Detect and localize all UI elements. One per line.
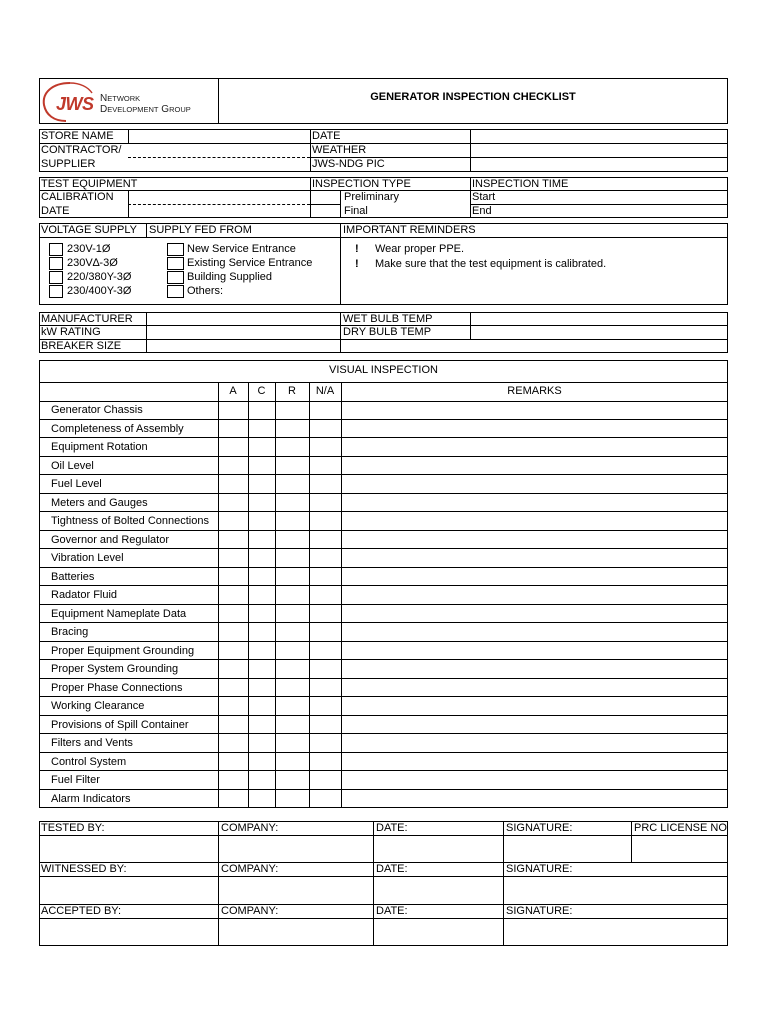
check-a-cell[interactable] [219, 457, 248, 475]
remarks-cell[interactable] [342, 605, 727, 623]
manufacturer-label: MANUFACTURER [41, 313, 133, 325]
pic-field[interactable] [471, 158, 727, 171]
preliminary-checkbox[interactable] [311, 191, 339, 203]
check-r-cell[interactable] [276, 605, 309, 623]
supply-fed-checkbox[interactable] [167, 285, 184, 298]
visual-inspection-title: VISUAL INSPECTION [328, 364, 438, 376]
calibration-label: CALIBRATION [41, 191, 114, 203]
remarks-cell[interactable] [342, 660, 727, 678]
check-na-cell[interactable] [310, 697, 341, 715]
check-c-cell[interactable] [249, 438, 275, 456]
check-na-cell[interactable] [310, 549, 341, 567]
check-r-cell[interactable] [276, 790, 309, 808]
inspection-item-label: Proper System Grounding [51, 663, 179, 675]
supply-fed-label: SUPPLY FED FROM [149, 224, 252, 236]
start-label: Start [472, 191, 496, 203]
inspection-item-label: Proper Equipment Grounding [51, 644, 195, 657]
table-row [39, 642, 728, 661]
voltage-checkbox[interactable] [49, 285, 63, 298]
check-c-cell[interactable] [249, 771, 275, 789]
table-row [39, 734, 728, 753]
inspection-item-label: Alarm Indicators [51, 792, 131, 805]
check-a-cell[interactable] [219, 512, 248, 530]
supplier-label: SUPPLIER [41, 158, 96, 170]
check-na-cell[interactable] [310, 457, 341, 475]
end-label: End [472, 205, 492, 217]
remarks-cell[interactable] [342, 623, 727, 641]
voltage-supply-label: VOLTAGE SUPPLY [41, 224, 137, 236]
tested-date-label: DATE: [376, 822, 408, 834]
table-row [39, 790, 728, 809]
supply-fed-checkbox[interactable] [167, 243, 184, 256]
check-c-cell[interactable] [249, 475, 275, 493]
tested-by-label: TESTED BY: [41, 822, 105, 834]
remarks-cell[interactable] [342, 494, 727, 512]
voltage-option-2[interactable] [49, 257, 145, 271]
witnessed-company-field[interactable] [219, 877, 372, 903]
inspection-item-label: Bracing [51, 626, 89, 638]
accepted-company-field[interactable] [219, 919, 372, 945]
dry-bulb-label: DRY BULB TEMP [343, 326, 432, 338]
remarks-cell[interactable] [342, 697, 727, 715]
weather-label: WEATHER [312, 144, 367, 156]
inspection-item-label: Governor and Regulator [51, 533, 170, 546]
check-r-cell[interactable] [276, 549, 309, 567]
inspection-item-label: Equipment Rotation [51, 441, 148, 453]
check-r-cell[interactable] [276, 420, 309, 438]
table-row [39, 401, 728, 420]
test-equipment-label: TEST EQUIPMENT [41, 178, 138, 190]
remarks-cell[interactable] [342, 549, 727, 567]
remarks-cell[interactable] [342, 679, 727, 697]
col-a-header: A [229, 385, 237, 397]
check-r-cell[interactable] [276, 457, 309, 475]
test-col-line-d [470, 177, 471, 218]
check-r-cell[interactable] [276, 475, 309, 493]
check-r-cell[interactable] [276, 494, 309, 512]
check-na-cell[interactable] [310, 679, 341, 697]
table-row [39, 549, 728, 568]
manufacturer-field[interactable] [147, 313, 339, 324]
check-c-cell[interactable] [249, 457, 275, 475]
remarks-cell[interactable] [342, 586, 727, 604]
check-na-cell[interactable] [310, 753, 341, 771]
col-na-header: N/A [315, 385, 335, 397]
check-a-cell[interactable] [219, 771, 248, 789]
final-checkbox[interactable] [311, 205, 339, 217]
dry-bulb-field[interactable] [471, 326, 727, 338]
remarks-cell[interactable] [342, 475, 727, 493]
reminder-text: Make sure that the test equipment is calibrated. [375, 258, 607, 270]
check-r-cell[interactable] [276, 531, 309, 549]
table-row [39, 660, 728, 679]
remarks-cell[interactable] [342, 790, 727, 808]
check-r-cell[interactable] [276, 512, 309, 530]
check-c-cell[interactable] [249, 753, 275, 771]
test-row-line-2 [470, 204, 728, 205]
table-row [39, 586, 728, 605]
check-na-cell[interactable] [310, 734, 341, 752]
inspection-type-label: INSPECTION TYPE [312, 178, 411, 190]
check-na-cell[interactable] [310, 716, 341, 734]
check-r-cell[interactable] [276, 623, 309, 641]
voltage-checkbox[interactable] [49, 271, 63, 284]
check-c-cell[interactable] [249, 790, 275, 808]
test-equipment-field[interactable] [129, 191, 309, 217]
witnessed-signature-label: SIGNATURE: [506, 863, 573, 875]
contractor-label: CONTRACTOR/ [41, 144, 122, 156]
accepted-by-label: ACCEPTED BY: [41, 905, 122, 917]
remarks-cell[interactable] [342, 642, 727, 660]
check-na-cell[interactable] [310, 660, 341, 678]
supply-fed-option-1[interactable] [167, 243, 337, 257]
check-na-cell[interactable] [310, 494, 341, 512]
col-r-header: R [288, 385, 296, 397]
contractor-field[interactable] [129, 144, 309, 171]
inspection-item-label: Equipment Nameplate Data [51, 607, 187, 620]
check-na-cell[interactable] [310, 605, 341, 623]
check-a-cell[interactable] [219, 401, 248, 419]
voltage-option-3[interactable] [49, 271, 145, 285]
check-a-cell[interactable] [219, 531, 248, 549]
check-a-cell[interactable] [219, 790, 248, 808]
inspection-item-label: Tightness of Bolted Connections [51, 515, 209, 527]
check-a-cell[interactable] [219, 679, 248, 697]
check-na-cell[interactable] [310, 475, 341, 493]
check-c-cell[interactable] [249, 494, 275, 512]
check-r-cell[interactable] [276, 438, 309, 456]
witnessed-by-label: WITNESSED BY: [41, 863, 127, 875]
remarks-cell[interactable] [342, 734, 727, 752]
logo-line-development-group: DEVELOPMENT GROUP [100, 104, 191, 115]
remarks-cell[interactable] [342, 531, 727, 549]
voltage-option-4[interactable] [49, 285, 145, 299]
reminder-item-2 [355, 258, 725, 272]
table-row [39, 457, 728, 476]
logo-text [100, 93, 191, 115]
supply-fed-option-2[interactable] [167, 257, 337, 271]
table-row [39, 716, 728, 735]
voltage-checkbox[interactable] [49, 257, 63, 270]
inspection-item-label: Vibration Level [51, 552, 124, 564]
check-r-cell[interactable] [276, 586, 309, 604]
remarks-cell[interactable] [342, 420, 727, 438]
table-row [39, 438, 728, 457]
inspection-item-label: Fuel Level [51, 478, 102, 490]
inspection-item-label: Provisions of Spill Container [51, 718, 189, 731]
kw-rating-field[interactable] [147, 326, 339, 338]
check-r-cell[interactable] [276, 753, 309, 771]
witnessed-date-label: DATE: [376, 863, 408, 875]
inspection-item-label: Working Clearance [51, 700, 145, 712]
check-c-cell[interactable] [249, 531, 275, 549]
check-a-cell[interactable] [219, 716, 248, 734]
voltage-option-label: 230/400Y-3Ø [67, 285, 132, 297]
logo-mark: JWS [56, 94, 94, 114]
table-row [39, 531, 728, 550]
remarks-cell[interactable] [342, 401, 727, 419]
table-row [39, 679, 728, 698]
page-title: GENERATOR INSPECTION CHECKLIST [370, 91, 576, 103]
tested-by-field[interactable] [40, 836, 217, 861]
breaker-size-label: BREAKER SIZE [41, 340, 122, 352]
tested-company-field[interactable] [219, 836, 372, 861]
check-na-cell[interactable] [310, 401, 341, 419]
prc-license-field[interactable] [632, 836, 727, 861]
tested-company-label: COMPANY: [221, 822, 279, 834]
check-c-cell[interactable] [249, 605, 275, 623]
col-c-header: C [257, 385, 266, 397]
inspection-item-label: Oil Level [51, 459, 94, 472]
warning-icon: ! [355, 243, 359, 255]
check-a-cell[interactable] [219, 568, 248, 586]
supply-fed-option-label: Others: [187, 285, 224, 297]
logo-line-network: NETWORK [100, 93, 141, 104]
tested-date-field[interactable] [374, 836, 502, 861]
check-a-cell[interactable] [219, 549, 248, 567]
date-label: DATE [312, 130, 341, 142]
table-row [39, 605, 728, 624]
check-a-cell[interactable] [219, 586, 248, 604]
wet-bulb-label: WET BULB TEMP [343, 313, 433, 325]
kw-rating-label: kW RATING [41, 326, 101, 338]
specs-col-line-b [340, 312, 341, 353]
voltage-option-label: 230V-1Ø [67, 243, 111, 255]
accepted-by-field[interactable] [40, 919, 217, 945]
inspection-item-label: Fuel Filter [51, 774, 100, 786]
voltage-option-1[interactable] [49, 243, 145, 257]
check-c-cell[interactable] [249, 642, 275, 660]
supply-fed-option-label: Building Supplied [187, 271, 273, 283]
inspection-item-label: Generator Chassis [51, 404, 143, 416]
witnessed-by-field[interactable] [40, 877, 217, 903]
inspection-time-label: INSPECTION TIME [472, 178, 569, 190]
inspection-item-label: Filters and Vents [51, 737, 133, 749]
prc-license-label: PRC LICENSE NO [634, 822, 727, 834]
accepted-signature-label: SIGNATURE: [506, 905, 573, 917]
check-na-cell[interactable] [310, 438, 341, 456]
inspection-item-label: Proper Phase Connections [51, 681, 183, 694]
voltage-checkbox[interactable] [49, 243, 63, 256]
inspection-item-label: Control System [51, 755, 127, 768]
reminder-item-1 [355, 243, 725, 257]
supply-fed-option-label: New Service Entrance [187, 243, 296, 255]
check-c-cell[interactable] [249, 586, 275, 604]
check-c-cell[interactable] [249, 660, 275, 678]
check-a-cell[interactable] [219, 660, 248, 678]
check-c-cell[interactable] [249, 420, 275, 438]
check-na-cell[interactable] [310, 420, 341, 438]
col-remarks-header: REMARKS [507, 385, 562, 397]
table-row [39, 753, 728, 772]
check-a-cell[interactable] [219, 623, 248, 641]
check-c-cell[interactable] [249, 716, 275, 734]
check-r-cell[interactable] [276, 401, 309, 419]
check-c-cell[interactable] [249, 512, 275, 530]
witnessed-signature-field[interactable] [504, 877, 727, 903]
reminders-label: IMPORTANT REMINDERS [343, 224, 476, 236]
check-a-cell[interactable] [219, 642, 248, 660]
inspection-item-label: Meters and Gauges [51, 496, 148, 509]
check-na-cell[interactable] [310, 642, 341, 660]
check-a-cell[interactable] [219, 420, 248, 438]
check-a-cell[interactable] [219, 494, 248, 512]
visual-col-header [39, 382, 728, 401]
check-na-cell[interactable] [310, 623, 341, 641]
accepted-date-label: DATE: [376, 905, 408, 917]
check-na-cell[interactable] [310, 790, 341, 808]
calibration-date-label: DATE [41, 205, 70, 217]
supply-fed-option-3[interactable] [167, 271, 337, 285]
inspection-item-label: Batteries [51, 570, 95, 583]
check-na-cell[interactable] [310, 512, 341, 530]
remarks-cell[interactable] [342, 716, 727, 734]
table-row [39, 771, 728, 790]
company-logo [40, 79, 216, 123]
check-c-cell[interactable] [249, 568, 275, 586]
store-col-line-b [310, 129, 311, 172]
supply-col-line-b [340, 223, 341, 305]
table-row [39, 494, 728, 513]
check-c-cell[interactable] [249, 401, 275, 419]
check-r-cell[interactable] [276, 568, 309, 586]
preliminary-label: Preliminary [344, 191, 400, 203]
weather-field[interactable] [471, 144, 727, 156]
test-col-line-c [340, 190, 341, 218]
table-row [39, 623, 728, 642]
wet-bulb-field[interactable] [471, 313, 727, 324]
check-a-cell[interactable] [219, 734, 248, 752]
breaker-size-field[interactable] [147, 340, 339, 352]
store-name-label: STORE NAME [41, 130, 114, 142]
inspection-item-label: Completeness of Assembly [51, 422, 184, 435]
supply-header-line [39, 237, 728, 238]
inspection-item-label: Radator Fluid [51, 589, 118, 601]
remarks-cell[interactable] [342, 438, 727, 456]
remarks-cell[interactable] [342, 771, 727, 789]
check-c-cell[interactable] [249, 734, 275, 752]
check-a-cell[interactable] [219, 438, 248, 456]
check-r-cell[interactable] [276, 771, 309, 789]
table-row [39, 420, 728, 439]
final-label: Final [344, 205, 368, 217]
supply-fed-checkbox[interactable] [167, 271, 184, 284]
check-c-cell[interactable] [249, 679, 275, 697]
table-row [39, 697, 728, 716]
tested-signature-label: SIGNATURE: [506, 822, 573, 834]
voltage-option-label: 230V∆-3Ø [67, 257, 118, 269]
remarks-cell[interactable] [342, 568, 727, 586]
supply-fed-option-label: Existing Service Entrance [187, 257, 313, 269]
remarks-cell[interactable] [342, 753, 727, 771]
check-na-cell[interactable] [310, 586, 341, 604]
witnessed-date-field[interactable] [374, 877, 502, 903]
supply-col-line-a [146, 223, 147, 237]
check-r-cell[interactable] [276, 716, 309, 734]
warning-icon: ! [355, 258, 359, 270]
witnessed-company-label: COMPANY: [221, 863, 279, 875]
remarks-cell[interactable] [342, 512, 727, 530]
accepted-date-field[interactable] [374, 919, 502, 945]
check-r-cell[interactable] [276, 642, 309, 660]
check-a-cell[interactable] [219, 753, 248, 771]
remarks-cell[interactable] [342, 457, 727, 475]
supply-fed-checkbox[interactable] [167, 257, 184, 270]
supply-fed-option-4[interactable] [167, 285, 337, 299]
table-row [39, 568, 728, 587]
reminder-text: Wear proper PPE. [375, 243, 465, 255]
check-na-cell[interactable] [310, 771, 341, 789]
check-c-cell[interactable] [249, 549, 275, 567]
check-a-cell[interactable] [219, 605, 248, 623]
check-na-cell[interactable] [310, 568, 341, 586]
check-r-cell[interactable] [276, 734, 309, 752]
visual-inspection-rows [39, 401, 728, 808]
table-row [39, 475, 728, 494]
accepted-signature-field[interactable] [504, 919, 727, 945]
check-na-cell[interactable] [310, 531, 341, 549]
check-r-cell[interactable] [276, 697, 309, 715]
check-a-cell[interactable] [219, 475, 248, 493]
specs-row-line-2 [39, 339, 728, 340]
voltage-option-label: 220/380Y-3Ø [67, 271, 132, 283]
store-name-field[interactable] [129, 130, 309, 142]
check-c-cell[interactable] [249, 697, 275, 715]
tested-signature-field[interactable] [504, 836, 630, 861]
check-a-cell[interactable] [219, 697, 248, 715]
check-r-cell[interactable] [276, 679, 309, 697]
date-field[interactable] [471, 130, 727, 142]
check-r-cell[interactable] [276, 660, 309, 678]
accepted-company-label: COMPANY: [221, 905, 279, 917]
pic-label: JWS-NDG PIC [312, 158, 385, 170]
table-row [39, 512, 728, 531]
check-c-cell[interactable] [249, 623, 275, 641]
